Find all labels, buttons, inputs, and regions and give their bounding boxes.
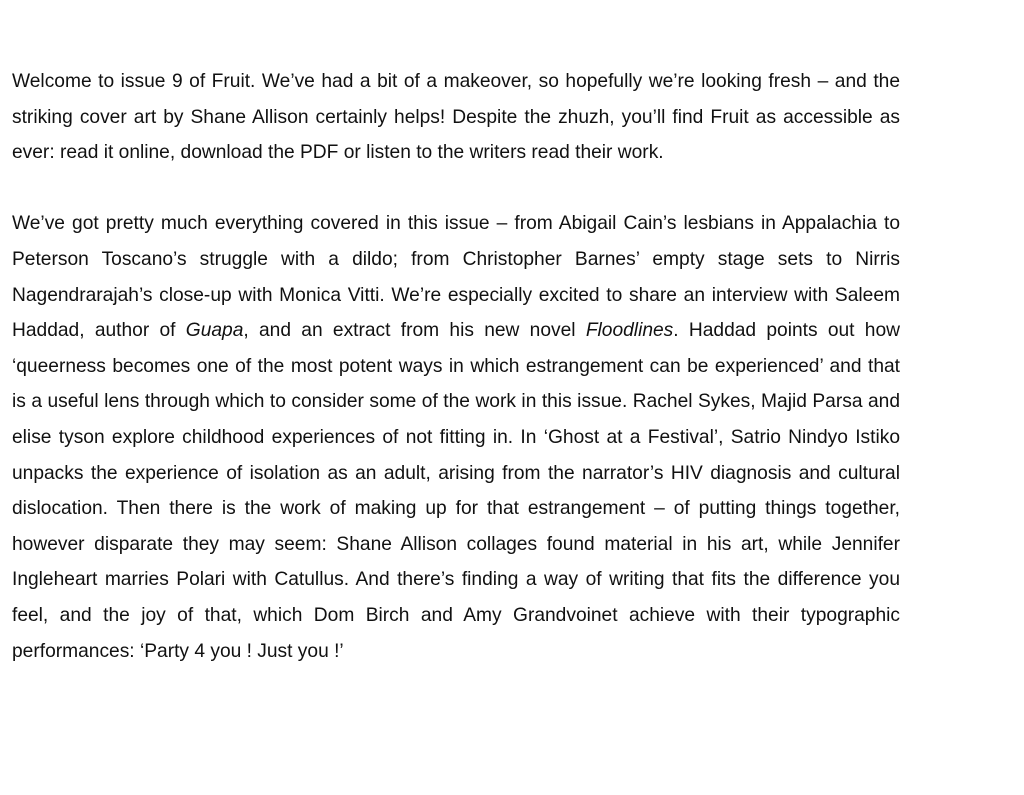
- editorial-paragraph-contents: [12, 206, 900, 669]
- editorial-paragraph-welcome: [12, 64, 900, 171]
- paragraph-text-part: We’ve got pretty much everything covered in this issue – from Abigail Cain’s lesbians in Appalachia to Peterson Toscano’s struggle with a dildo; from Christopher Barnes’ empty stage sets to Nirris Nagendrarajah’s close-up with Monica Vitti. We’re especially excited to share an interview with Saleem Haddad, author of: [12, 213, 900, 342]
- book-title-guapa: Guapa: [185, 320, 244, 342]
- editorial-body: [12, 64, 900, 669]
- paragraph-text: Welcome to issue 9 of Fruit. We’ve had a bit of a makeover, so hopefully we’re looking fresh – and the striking cover art by Shane Allison certainly helps! Despite the zhuzh, you’ll find Fruit as accessible as ever: read it online, download the PDF or listen to the writers read their work.: [12, 71, 900, 164]
- paragraph-text-part: . Haddad points out how ‘queerness becomes one of the most potent ways in which estrangement can be experienced’ and that is a useful lens through which to consider some of the work in this issue. Rachel Sykes, Majid Parsa and elise tyson explore childhood experiences of not fitting in. In ‘Ghost at a Festival’, Satrio Nindyo Istiko unpacks the experience of isolation as an adult, arising from the narrator’s HIV diagnosis and cultural dislocation. Then there is the work of making up for that estrangement – of putting things together, however disparate they may seem: Shane Allison collages found material in his art, while Jennifer Ingleheart marries Polari with Catullus. And there’s finding a way of writing that fits the difference you feel, and the joy of that, which Dom Birch and Amy Grandvoinet achieve with their typographic performances: ‘Party 4 you ! Just you !’: [12, 320, 900, 662]
- book-title-floodlines: Floodlines: [585, 320, 674, 342]
- paragraph-text-part: , and an extract from his new novel: [243, 320, 586, 342]
